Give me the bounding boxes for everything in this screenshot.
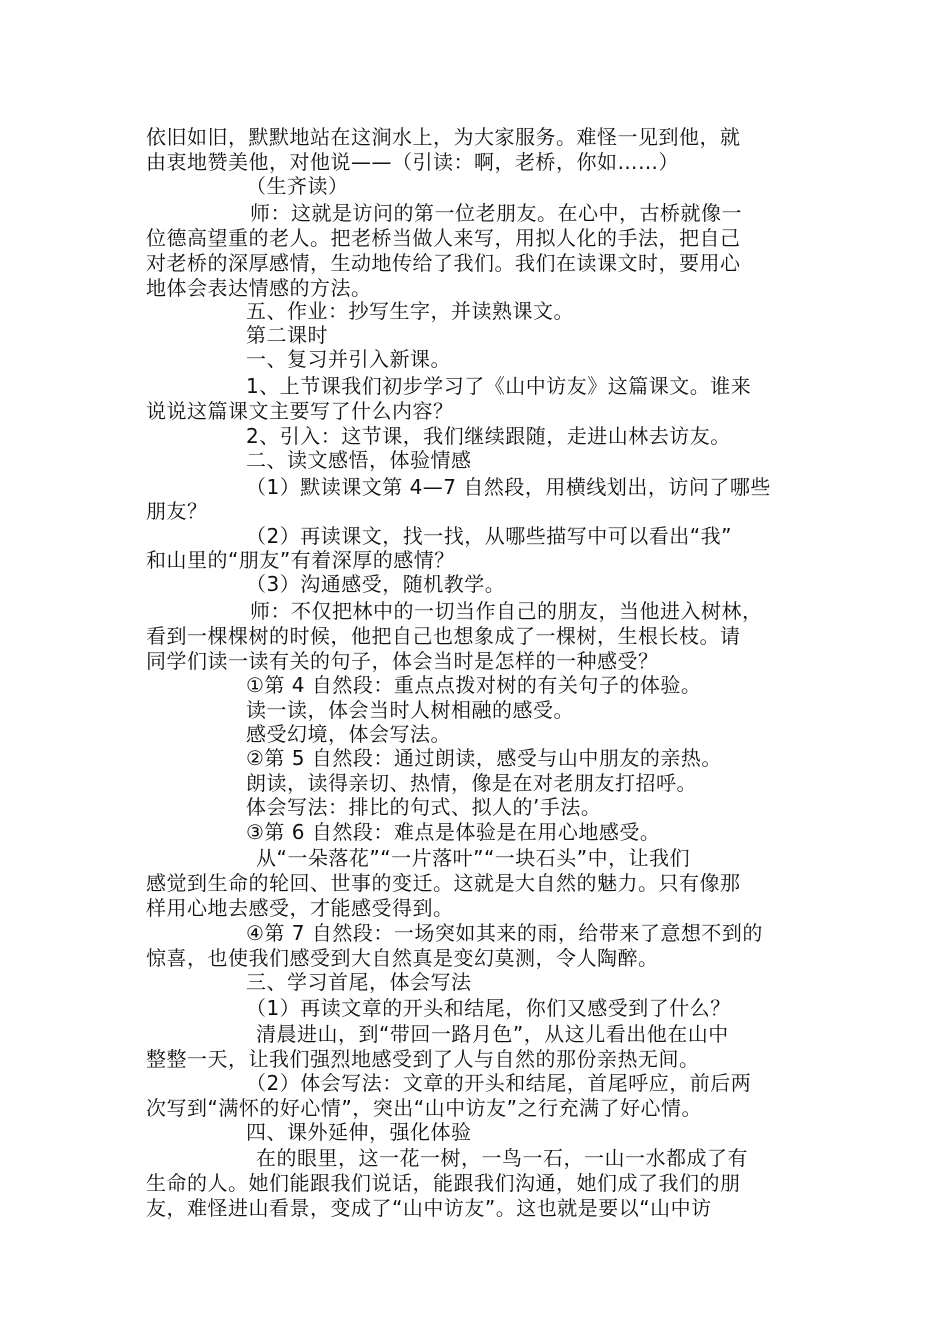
text-line: 看到一棵棵树的时候，他把自己也想象成了一棵树，生根长枝。请 [146,624,741,648]
text-line: 和山里的“朋友”有着深厚的感情？ [146,548,455,572]
text-line: 友，难怪进山看景，变成了“山中访友”。这也就是要以“山中访 [146,1196,712,1220]
text-line: ②第 5 自然段：通过朗读，感受与山中朋友的亲热。 [246,746,722,770]
text-line: 说说这篇课文主要写了什么内容？ [146,399,454,423]
text-line: （2）体会写法：文章的开头和结尾，首尾呼应，前后两 [246,1071,752,1095]
text-line: 感受幻境，体会写法。 [246,722,451,746]
text-line: 样用心地去感受，才能感受得到。 [146,896,454,920]
text-line: 2、引入：这节课，我们继续跟随，走进山林去访友。 [246,424,731,448]
text-line: 在的眼里，这一花一树，一鸟一石，一山一水都成了有 [256,1146,748,1170]
text-line: （1）默读课文第 4—7 自然段，用横线划出，访问了哪些 [246,475,771,499]
text-line: 朋友？ [146,499,208,523]
text-line: 感觉到生命的轮回、世事的变迁。这就是大自然的魅力。只有像那 [146,871,741,895]
text-line: 生命的人。她们能跟我们说话，能跟我们沟通，她们成了我们的朋 [146,1171,741,1195]
text-line: 依旧如旧，默默地站在这涧水上，为大家服务。难怪一见到他，就 [146,125,741,149]
text-line: ①第 4 自然段：重点点拨对树的有关句子的体验。 [246,673,702,697]
text-line: 师：不仅把林中的一切当作自己的朋友，当他进入树林， [250,599,763,623]
text-line: 惊喜，也使我们感受到大自然真是变幻莫测，令人陶醉。 [146,946,659,970]
text-line: 清晨进山，到“带回一路月色”，从这儿看出他在山中 [256,1022,729,1046]
text-line: （1）再读文章的开头和结尾，你们又感受到了什么？ [246,996,731,1020]
section-heading: 一、复习并引入新课。 [246,347,451,371]
text-line: 1、上节课我们初步学习了《山中访友》这篇课文。谁来 [246,374,752,398]
text-line: 体会写法：排比的句式、拟人的’手法。 [246,795,602,819]
text-line: （生齐读） [246,174,349,198]
text-line: 读一读，体会当时人树相融的感受。 [246,698,574,722]
text-line: 由衷地赞美他，对他说——（引读：啊，老桥，你如……） [146,150,679,174]
text-line: 对老桥的深厚感情，生动地传给了我们。我们在读课文时，要用心 [146,251,741,275]
text-line: 师：这就是访问的第一位老朋友。在心中，古桥就像一 [250,201,742,225]
section-heading: 第二课时 [246,323,328,347]
text-line: 同学们读一读有关的句子，体会当时是怎样的一种感受？ [146,649,659,673]
section-heading: 四、课外延伸，强化体验 [246,1120,472,1144]
text-line: 从“一朵落花”“一片落叶”“一块石头”中，让我们 [256,846,691,870]
text-line: （3）沟通感受，随机教学。 [246,572,506,596]
text-line: 次写到“满怀的好心情”，突出“山中访友”之行充满了好心情。 [146,1096,702,1120]
text-line: （2）再读课文，找一找，从哪些描写中可以看出“我” [246,524,732,548]
text-line: 朗读，读得亲切、热情，像是在对老朋友打招呼。 [246,771,697,795]
text-line: ④第 7 自然段：一场突如其来的雨，给带来了意想不到的 [246,921,763,945]
text-line: 整整一天，让我们强烈地感受到了人与自然的那份亲热无间。 [146,1047,700,1071]
text-line: ③第 6 自然段：难点是体验是在用心地感受。 [246,820,661,844]
section-heading: 三、学习首尾，体会写法 [246,970,472,994]
text-line: 五、作业：抄写生字，并读熟课文。 [246,299,574,323]
text-line: 地体会表达情感的方法。 [146,276,372,300]
section-heading: 二、读文感悟，体验情感 [246,448,472,472]
text-line: 位德高望重的老人。把老桥当做人来写，用拟人化的手法，把自己 [146,226,741,250]
